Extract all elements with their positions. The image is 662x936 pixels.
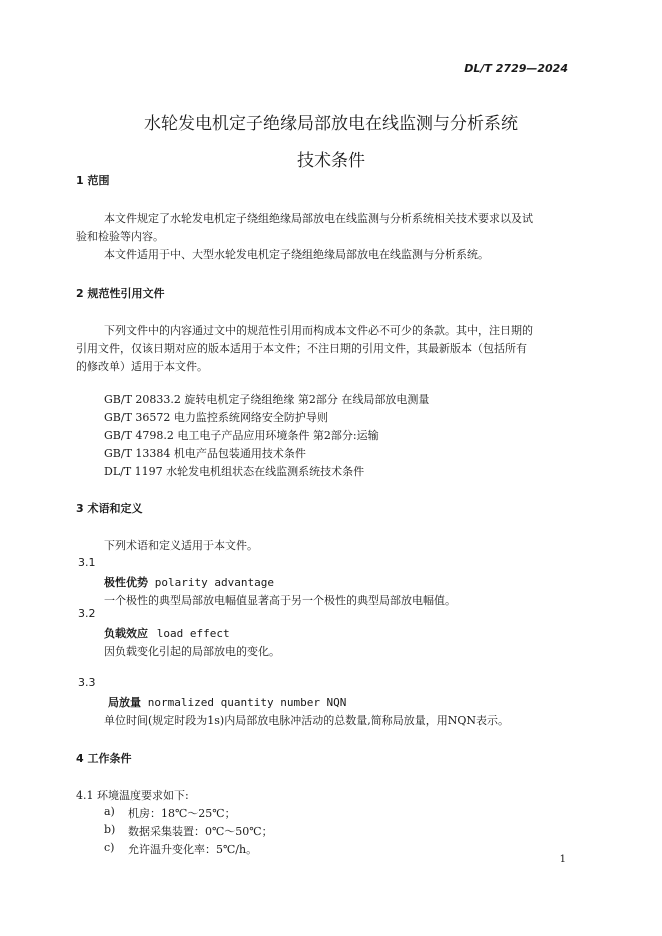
reference-item: DL/T 1197 水轮发电机组状态在线监测系统技术条件 <box>104 465 365 478</box>
term-3-2-chinese: 负载效应 <box>104 627 148 640</box>
reference-item: GB/T 20833.2 旋转电机定子绕组绝缘 第2部分 在线局部放电测量 <box>104 393 430 406</box>
section-1-paragraph-1: 本文件规定了水轮发电机定子绕组绝缘局部放电在线监测与分析系统相关技术要求以及试 <box>104 212 533 225</box>
term-3-3-heading <box>108 694 346 710</box>
term-3-1-definition: 一个极性的典型局部放电幅值显著高于另一个极性的典型局部放电幅值。 <box>104 594 456 607</box>
clause-4-1: 4.1 环境温度要求如下: <box>76 789 189 802</box>
list-item: 允许温升变化率：5℃/h。 <box>128 843 258 856</box>
reference-item: GB/T 4798.2 电工电子产品应用环境条件 第2部分:运输 <box>104 429 379 442</box>
term-3-2-heading <box>104 625 230 641</box>
term-3-3-english: normalized quantity number NQN <box>147 696 347 709</box>
term-3-1-english: polarity advantage <box>154 576 274 589</box>
section-4-heading: 4 工作条件 <box>76 752 132 765</box>
section-2-paragraph: 下列文件中的内容通过文中的规范性引用而构成本文件必不可少的条款。其中，注日期的 <box>104 324 533 337</box>
section-2-paragraph-cont: 引用文件，仅该日期对应的版本适用于本文件；不注日期的引用文件，其最新版本（包括所有 <box>76 342 527 355</box>
section-1-paragraph-2: 本文件适用于中、大型水轮发电机定子绕组绝缘局部放电在线监测与分析系统。 <box>104 248 489 261</box>
section-1-heading: 1 范围 <box>76 174 110 187</box>
section-2-paragraph-cont2: 的修改单）适用于本文件。 <box>76 360 208 373</box>
section-3-intro: 下列术语和定义适用于本文件。 <box>104 539 258 552</box>
term-3-3-number: 3.3 <box>78 676 96 689</box>
reference-item: GB/T 13384 机电产品包装通用技术条件 <box>104 447 306 460</box>
term-3-2-definition: 因负载变化引起的局部放电的变化。 <box>104 645 280 658</box>
document-title-line2: 技术条件 <box>297 151 365 171</box>
page-number: 1 <box>559 854 566 865</box>
term-3-3-definition: 单位时间(规定时段为1s)内局部放电脉冲活动的总数量,简称局放量，用NQN表示。 <box>104 714 509 727</box>
term-3-1-heading <box>104 574 274 590</box>
list-item: 机房：18℃～25℃； <box>128 807 236 820</box>
section-3-heading: 3 术语和定义 <box>76 502 143 515</box>
standard-number: DL/T 2729—2024 <box>464 62 568 75</box>
term-3-1-number: 3.1 <box>78 556 96 569</box>
term-3-3-chinese: 局放量 <box>108 696 141 709</box>
list-item-mark: a) <box>104 805 115 818</box>
document-title: 水轮发电机定子绝缘局部放电在线监测与分析系统 <box>144 114 518 134</box>
section-1-paragraph-1-cont: 验和检验等内容。 <box>76 230 164 243</box>
section-2-heading: 2 规范性引用文件 <box>76 287 165 300</box>
list-item-mark: b) <box>104 823 116 836</box>
list-item-mark: c) <box>104 841 115 854</box>
term-3-2-number: 3.2 <box>78 607 96 620</box>
reference-item: GB/T 36572 电力监控系统网络安全防护导则 <box>104 411 328 424</box>
term-3-1-chinese: 极性优势 <box>104 576 148 589</box>
term-3-2-english: load effect <box>156 627 230 640</box>
list-item: 数据采集装置：0℃～50℃； <box>128 825 273 838</box>
